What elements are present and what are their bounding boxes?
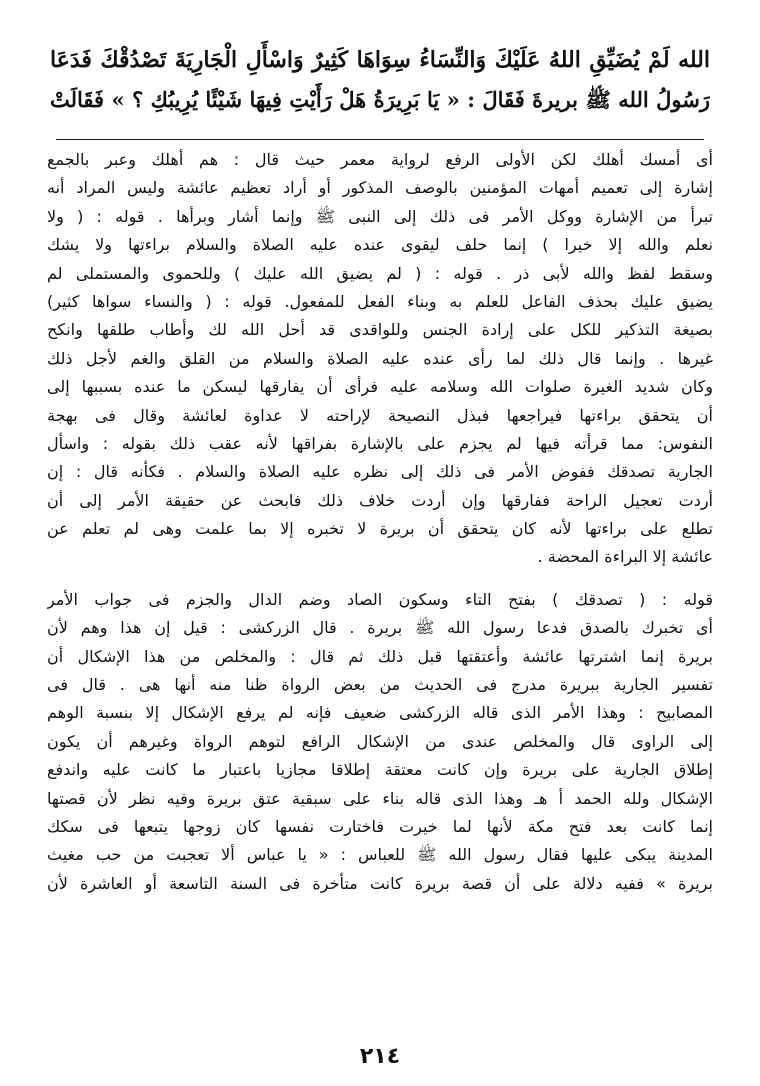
commentary-line: تطلع على براءتها لأنه كان يتحقق أن بريرة لا تخبره إلا بما علمت وهى لم تعلم عن: [47, 519, 713, 539]
commentary-line: إلى الراوى قال والمخلص عندى من الإشكال الرافع لتوهم الرواة وغيرهم أن يكون: [47, 731, 713, 751]
commentary-line: أردت تعجيل الراحة ففارقها وإن أردت خلاف ذلك فابحث عن حقيقة الأمر إلى أن: [47, 490, 713, 510]
commentary-line: قوله : ( تصدقك ) بفتح التاء وسكون الصاد وضم الدال والجزم فى جواب الأمر: [47, 589, 713, 609]
page-number: ٢١٤: [359, 1044, 401, 1069]
commentary-line: بريرة إنما اشترتها عائشة وأعتقتها قبل ذلك ثم قال : والمخلص من هذا الإشكال أن: [47, 646, 713, 666]
commentary-block: [47, 146, 713, 898]
commentary-line: نعلم والله إلا خيرا ) إنما حلف ليقوى عنده عليه الصلاة والسلام براءتها ولا يشك: [47, 235, 713, 255]
commentary-line: الجارية تصدقك ففوض الأمر فى ذلك إلى نظره عليه الصلاة والسلام . فكأنه قال : إن: [47, 462, 713, 482]
commentary-paragraph: [47, 586, 713, 898]
commentary-paragraph: [47, 146, 713, 572]
commentary-line: النفوس: مما قرأته فيها لم يجزم على بالإشارة بفراقها لأنه عقب ذلك بقوله : واسأل: [47, 433, 713, 453]
commentary-line: بصيغة التذكير للكل على إرادة الجنس وللواقدى قد أحل الله لك وأطاب طلقها وانكح: [47, 320, 713, 340]
commentary-line: إشارة إلى تعميم أمهات المؤمنين بالوصف المذكور أو أراد تعظيم عائشة وليس المراد أنه: [47, 178, 713, 198]
commentary-line: المصابيح : وهذا الأمر الذى قاله الزركشى ضعيف فإنه لم يرفع الإشكال إلا بنسبة الوهم: [47, 703, 713, 723]
commentary-line: عائشة إلا البراءة المحضة .: [537, 547, 713, 567]
commentary-line: تبرأ من الإشارة ووكل الأمر فى ذلك إلى النبى ﷺ وإنما أشار وبرأها . قوله : ( ولا: [47, 206, 713, 226]
hadith-text-line: رَسُولُ الله ﷺ بريرةَ فَقَالَ : « يَا بَرِيرَةُ هَلْ رَأَيْتِ فِيهَا شَيْئًا يُرِيبُكِ ؟ » فَقَالَتْ: [50, 87, 710, 112]
commentary-line: إطلاق الجارية على بريرة وإن كانت معتقة إطلاقا مجازيا باعتبار ما كانت عليه واندفع: [47, 760, 713, 780]
commentary-line: إنما كانت بعد فتح مكة لأنها لما خيرت فاختارت نفسها كان زوجها يتبعها فى سكك: [47, 816, 713, 836]
commentary-line: تفسير الجارية ببريرة مدرج فى الحديث من بعض الرواة ظنا منه أنها هى . قال فى: [47, 675, 713, 695]
section-divider: [56, 139, 704, 140]
commentary-line: وسقط لفظ والله لأبى ذر . قوله : ( لم يضيق الله عليك ) وللحموى والمستملى لم: [47, 263, 713, 283]
hadith-text-line: الله لَمْ يُضَيِّقِ اللهُ عَلَيْكَ وَالنِّسَاءُ سِوَاهَا كَثِيرٌ وَاسْأَلِ الْجَارِيَةَ تَصْدُقْكَ فَدَعَا: [50, 47, 710, 73]
commentary-line: أى تخبرك بالصدق فدعا رسول الله ﷺ بريرة . قال الزركشى : قيل إن هذا وهم لأن: [47, 618, 713, 638]
commentary-line: بريرة » ففيه دلالة على أن قصة بريرة كانت متأخرة فى السنة التاسعة أو العاشرة لأن: [47, 873, 713, 893]
commentary-line: الإشكال ولله الحمد أ هـ وهذا الذى قاله بناء على سبقية عتق بريرة وفيه نظر لأن قصتها: [47, 788, 713, 808]
commentary-line: غيرها . وإنما قال ذلك لما رأى عنده عليه الصلاة والسلام من القلق والغم لأجل ذلك: [47, 348, 713, 368]
commentary-line: وكان شديد الغيرة صلوات الله وسلامه عليه فرأى أن يفارقها ليسكن ما عنده بسببها إلى: [47, 377, 713, 397]
commentary-line: يضيق عليك بحذف الفاعل للعلم به وبناء الفعل للمفعول. قوله : ( والنساء سواها كثير): [47, 291, 713, 311]
commentary-line: أى أمسك أهلك لكن الأولى الرفع لرواية معمر حيث قال : هم أهلك وعبر بالجمع: [47, 150, 713, 169]
hadith-text-block: [50, 40, 710, 120]
commentary-line: المدينة يبكى عليها فقال رسول الله ﷺ للعباس : « يا عباس ألا تعجبت من حب مغيث: [47, 845, 713, 865]
commentary-line: أن يتحقق براءتها فيراجعها فبذل النصيحة لإراحته لا عداوة لعائشة وقال فى بهجة: [47, 405, 713, 425]
